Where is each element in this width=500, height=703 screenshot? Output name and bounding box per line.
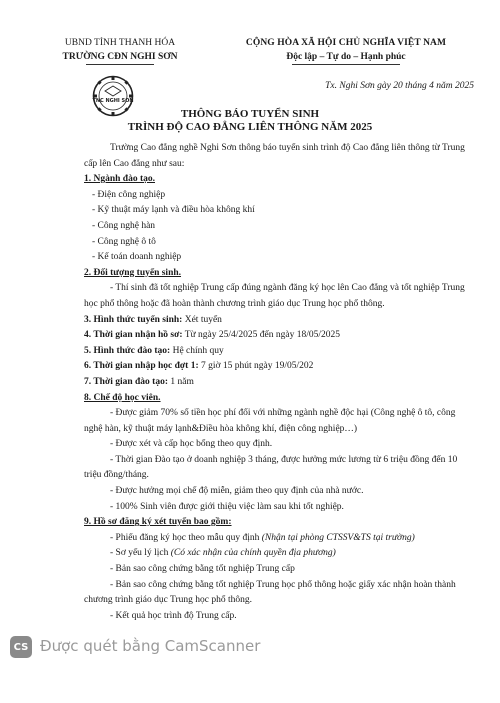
section-4-line [84, 328, 476, 344]
section-9-heading: 9. Hồ sơ đăng ký xét tuyển bao gồm: [84, 517, 232, 528]
document-item [84, 531, 476, 547]
benefit-item: - 100% Sinh viên được giới thiệu việc làm sau khi tốt nghiệp. [110, 501, 344, 512]
intro-paragraph: Trường Cao đẳng nghề Nghi Sơn thông báo tuyển sinh trình độ Cao đẳng liên thông từ Trung cấp lên Cao đẳng như sau: [84, 143, 465, 169]
nation-name: CỘNG HÒA XÃ HỘI CHỦ NGHĨA VIỆT NAM [245, 38, 447, 48]
section-7-line [84, 375, 476, 391]
document-title: THÔNG BÁO TUYỂN SINH [180, 108, 320, 120]
benefit-item: - Thời gian Đào tạo ở doanh nghiệp 3 tháng, được hưởng mức lương từ 6 triệu đồng đến 10 triệu đồng/tháng. [84, 454, 458, 481]
motto-underline [292, 64, 400, 65]
major-item: - Kế toán doanh nghiệp [92, 252, 182, 263]
section-8-heading: 8. Chế độ học viên. [84, 392, 161, 403]
national-heading [218, 36, 474, 65]
notice-body [84, 141, 476, 624]
issuer-underline [86, 64, 154, 65]
section-5-value: Hệ chính quy [170, 345, 224, 356]
major-item: - Công nghệ ô tô [92, 236, 156, 247]
authority-name: UBND TỈNH THANH HÓA [64, 38, 176, 48]
document-item-note: (Nhận tại phòng CTSSV&TS tại trường) [261, 532, 415, 543]
major-item: - Kỹ thuật máy lạnh và điều hòa không khí [92, 205, 255, 216]
school-name: TRƯỜNG CĐN NGHI SƠN [62, 52, 178, 62]
major-item: - Điện công nghiệp [92, 189, 166, 200]
major-item: - Công nghệ hàn [92, 220, 156, 231]
document-item [84, 546, 476, 562]
section-6-value: 7 giờ 15 phút ngày 19/05/202 [198, 361, 314, 372]
section-3-line [84, 313, 476, 329]
national-motto: Độc lập – Tự do – Hạnh phúc [286, 52, 406, 62]
document-item: - Bản sao công chứng bằng tốt nghiệp Trung cấp [110, 564, 295, 575]
section-6-label: 6. Thời gian nhập học đợt 1: [84, 361, 199, 372]
eligibility-paragraph: - Thí sinh đã tốt nghiệp Trung cấp đúng ngành đăng ký học lên Cao đẳng và tốt nghiệp Trung học phổ thông hoặc đã hoàn thành chương trình giáo dục Trung học phổ thông. [84, 283, 465, 309]
section-4-value: Từ ngày 25/4/2025 đến ngày 18/05/2025 [182, 330, 341, 341]
document-item: - Kết quả học trình độ Trung cấp. [110, 610, 237, 621]
benefit-item: - Được giảm 70% số tiền học phí đối với những ngành nghề độc hại (Công nghệ ô tô, công nghệ hàn, kỹ thuật máy lạnh&Điều hòa không khí, điện công nghiệp…) [84, 408, 456, 434]
section-3-label: 3. Hình thức tuyển sinh: [84, 314, 183, 325]
section-6-line [84, 359, 476, 375]
camscanner-logo-icon: CS [10, 636, 32, 658]
section-5-label: 5. Hình thức đào tạo: [84, 345, 171, 356]
section-7-label: 7. Thời gian đào tạo: [84, 376, 169, 387]
issuer-block [40, 36, 200, 65]
scanner-watermark: Được quét bằng CamScanner [40, 637, 261, 655]
section-4-label: 4. Thời gian nhận hồ sơ: [84, 330, 183, 341]
document-item-text: - Phiếu đăng ký học theo mẫu quy định [110, 532, 262, 543]
benefit-item: - Được xét và cấp học bổng theo quy định. [110, 439, 273, 450]
benefit-item: - Được hưởng mọi chế độ miễn, giảm theo quy định của nhà nước. [110, 486, 364, 497]
document-item-note: (Có xác nhận của chính quyền địa phương) [170, 548, 336, 559]
issue-date: Tx. Nghi Sơn gày 20 tháng 4 năm 2025 [325, 81, 474, 91]
section-3-value: Xét tuyển [182, 314, 222, 325]
document-item: - Bản sao công chứng bằng tốt nghiệp Trung học phổ thông hoặc giấy xác nhận hoàn thành chương trình giáo dục Trung học phổ thông. [84, 579, 456, 606]
document-item-text: - Sơ yếu lý lịch [110, 548, 171, 559]
section-5-line [84, 344, 476, 360]
document-subtitle: TRÌNH ĐỘ CAO ĐẲNG LIÊN THÔNG NĂM 2025 [127, 121, 373, 133]
section-2-heading: 2. Đối tượng tuyển sinh. [84, 267, 182, 278]
section-1-heading: 1. Ngành đào tạo. [84, 174, 155, 185]
logo-text: TNC NGHI SON [92, 98, 134, 104]
section-7-value: 1 năm [168, 376, 194, 387]
